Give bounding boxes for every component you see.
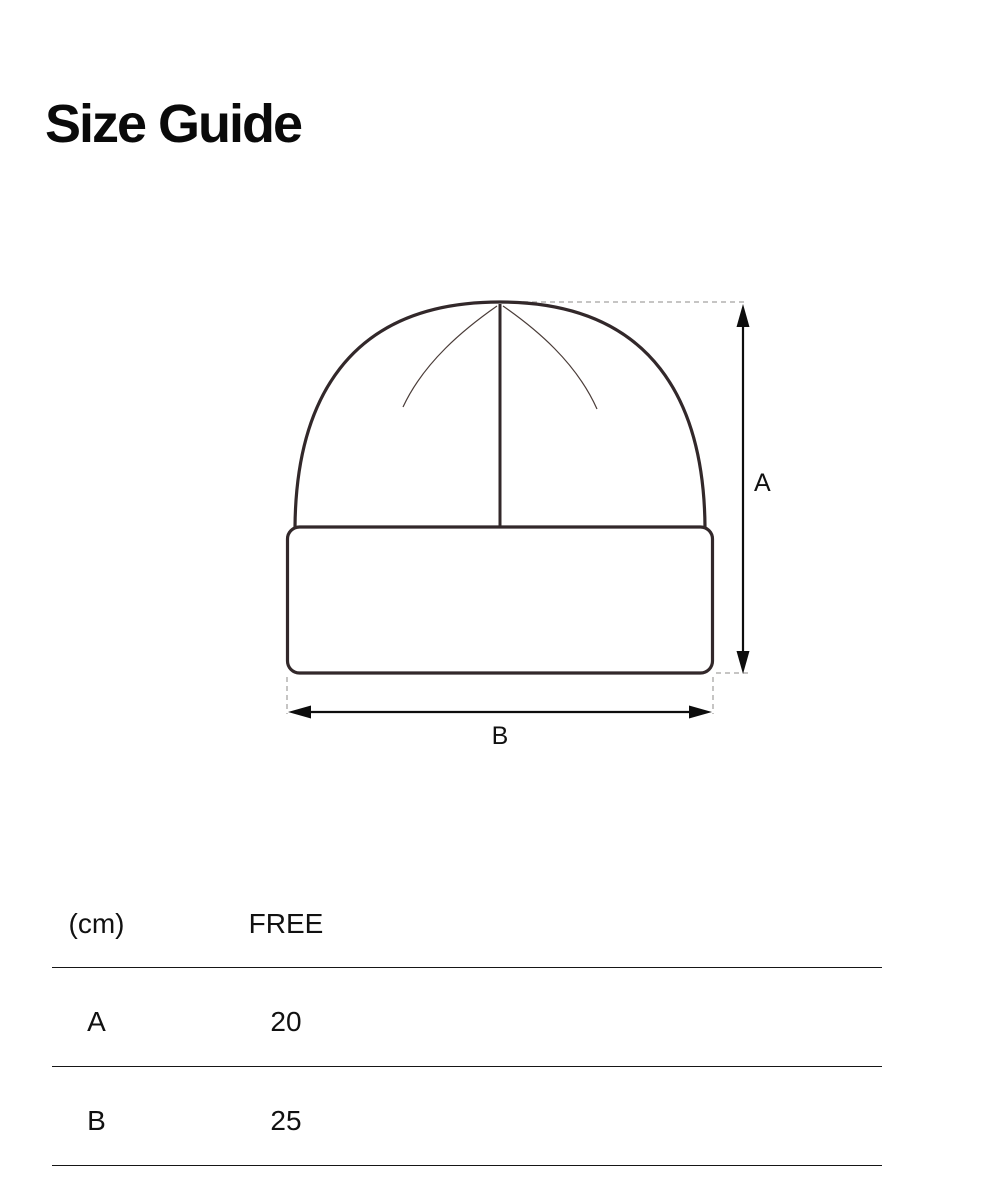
arrow-b-head-right-icon <box>689 706 712 719</box>
dimension-label-b: B <box>491 722 509 750</box>
row-a-label: A <box>87 1006 106 1037</box>
table-row <box>52 1067 882 1166</box>
dimension-arrow-a <box>737 304 750 674</box>
arrow-a-head-up-icon <box>737 304 750 327</box>
table-row <box>52 968 882 1067</box>
arrow-b-head-left-icon <box>288 706 311 719</box>
page-title: Size Guide <box>45 94 302 154</box>
beanie-cuff <box>288 527 713 673</box>
size-table-header-row <box>52 880 882 968</box>
arrow-a-head-down-icon <box>737 651 750 674</box>
size-table-unit-header: (cm) <box>68 907 125 939</box>
row-b-value: 25 <box>270 1105 302 1136</box>
size-table-size-header: FREE <box>248 907 324 939</box>
dimension-arrow-b <box>288 706 712 719</box>
dimension-label-a: A <box>754 469 771 497</box>
row-b-label: B <box>87 1105 106 1136</box>
size-table <box>52 880 882 1166</box>
row-a-value: 20 <box>270 1006 302 1037</box>
